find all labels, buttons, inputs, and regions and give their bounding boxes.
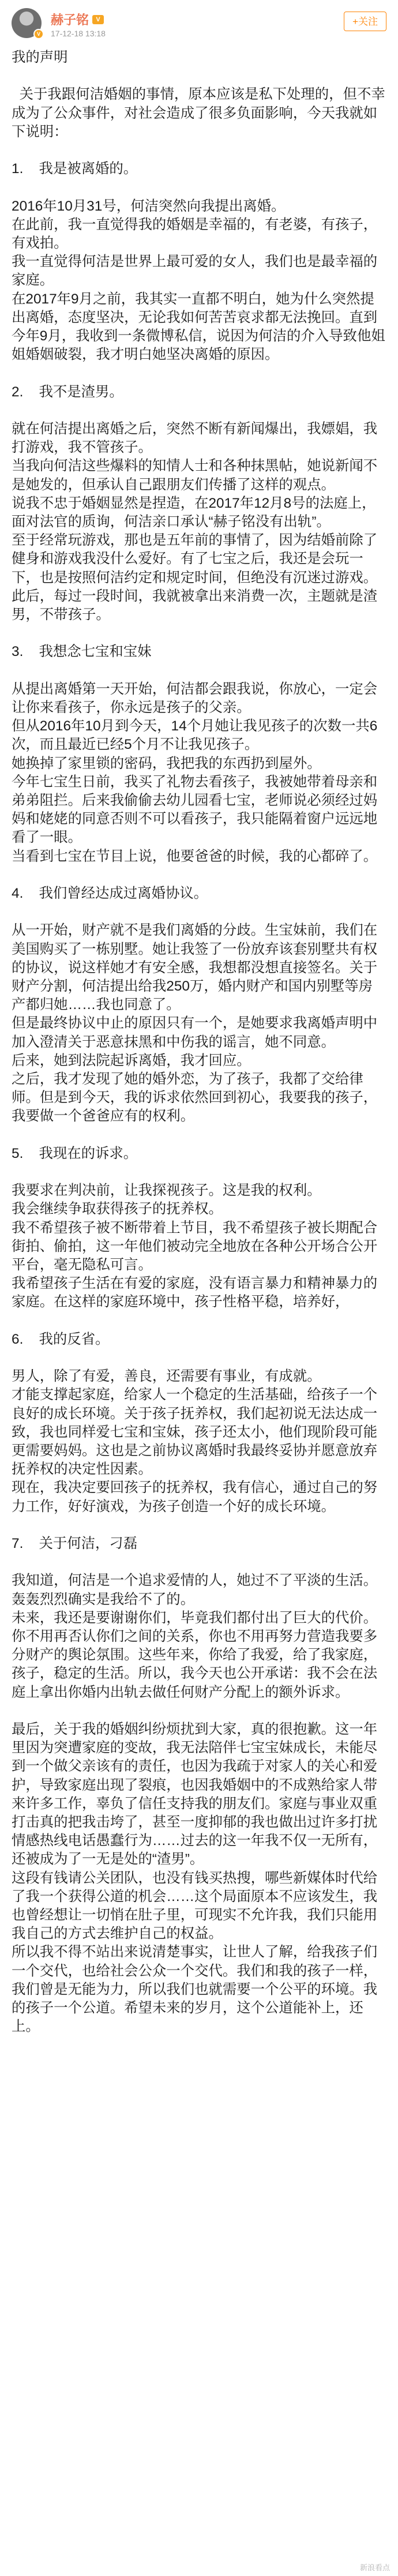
author-name[interactable] <box>51 10 104 28</box>
post-paragraph: 我的声明 <box>12 50 68 65</box>
post-paragraph: 这段有钱请公关团队，也没有钱买热搜，哪些新媒体时代给了我一个获得公道的机会……这个局面原本不应该发生，我也曾经想让一切悄在肚子里，可现实不允许我，我们只能用我自己的方式去维护自己的权益。 <box>12 1870 378 1942</box>
post-paragraph: 3. 我想念七宝和宝妹 <box>12 644 152 660</box>
watermark: 新浪看点 <box>359 2563 390 2572</box>
paragraph-spacer <box>12 364 386 383</box>
post-paragraph: 我要求在判决前，让我探视孩子。这是我的权利。 <box>12 1183 321 1199</box>
paragraph-spacer <box>12 1126 386 1145</box>
post-paragraph: 但从2016年10月到今天，14个月她让我见孩子的次数一共6次，而且最近已经5个月不让我见孩子。 <box>12 718 378 753</box>
post-paragraph: 当看到七宝在节目上说，他要爸爸的时候，我的心都碎了。 <box>12 848 378 864</box>
post-paragraph: 我知道，何洁是一个追求爱情的人，她过不了平淡的生活。轰轰烈烈确实是我给不了的。 <box>12 1573 378 1607</box>
post-paragraph: 我希望孩子生活在有爱的家庭，没有语言暴力和精神暴力的家庭。在这样的家庭环境中，孩子性格平稳，培养好， <box>12 1276 378 1310</box>
post-paragraph: 关于我跟何洁婚姻的事情，原本应该是私下处理的，但不幸成为了公众事件，对社会造成了很多负面影响，今天我就如下说明： <box>12 87 385 140</box>
paragraph-spacer <box>12 1553 386 1572</box>
post-header <box>0 0 398 44</box>
post-paragraph: 2. 我不是渣男。 <box>12 384 123 400</box>
paragraph-spacer <box>12 1516 386 1535</box>
post-paragraph: 你不用再否认你们之间的关系，你也不用再努力营造我要多分财产的舆论氛围。这些年来，你给了我爱，给了我家庭，孩子，稳定的生活。所以，我今天也公开承诺：我不会在法庭上拿出你婚内出轨去做任何财产分配上的额外诉求。 <box>12 1629 378 1700</box>
post-paragraph: 当我向何洁这些爆料的知情人士和各种抹黑帖，她说新闻不是她发的，但承认自己跟朋友们传播了这样的观点。 <box>12 458 378 493</box>
post-paragraph: 后来，她到法院起诉离婚，我才回应。 <box>12 1052 251 1068</box>
post-paragraph: 从一开始，财产就不是我们离婚的分歧。生宝妹前，我们在美国购买了一栋别墅。她让我签了一份放弃该套别墅共有权的协议，说这样她才有安全感，我想都没想直接签名。关于财产分割，何洁提出给我250万，婚内财产和国内别墅等房产都归她……我也同意了。 <box>12 923 378 1013</box>
paragraph-spacer <box>12 866 386 884</box>
post-paragraph: 她换掉了家里锁的密码，我把我的东西扔到屋外。 <box>12 755 321 771</box>
post-time: 17-12-18 13:18 <box>51 29 106 38</box>
paragraph-spacer <box>12 402 386 420</box>
paragraph-spacer <box>12 67 386 85</box>
post-paragraph: 在2017年9月之前，我其实一直都不明白，她为什么突然提出离婚，态度坚决，无论我如何苦苦哀求都无法挽回。直到今年9月，我收到一条微博私信，说因为何洁的介入导致他姐姐婚姻破裂，我才明白她坚决离婚的原因。 <box>12 291 385 363</box>
post-paragraph: 7. 关于何洁，刁磊 <box>12 1536 138 1552</box>
paragraph-spacer <box>12 624 386 643</box>
paragraph-spacer <box>12 1312 386 1330</box>
paragraph-spacer <box>12 1349 386 1367</box>
post-paragraph: 2016年10月31号，何洁突然向我提出离婚。 <box>12 198 286 214</box>
paragraph-spacer <box>12 1702 386 1720</box>
vip-level-icon: V <box>92 15 104 24</box>
post-paragraph: 从提出离婚第一天开始，何洁都会跟我说，你放心，一定会让你来看孩子，你永远是孩子的父亲。 <box>12 681 378 715</box>
post-paragraph: 5. 我现在的诉求。 <box>12 1145 138 1161</box>
post-paragraph: 但是最终协议中止的原因只有一个，是她要求我离婚声明中加入澄清关于恶意抹黑和中伤我的谣言，她不同意。 <box>12 1015 378 1050</box>
paragraph-spacer <box>12 1163 386 1182</box>
vip-badge-icon: V <box>33 29 44 39</box>
post-paragraph: 我一直觉得何洁是世界上最可爱的女人，我们也是最幸福的家庭。 <box>12 254 378 288</box>
post-paragraph: 至于经常玩游戏，那也是五年前的事情了，因为结婚前除了健身和游戏我没什么爱好。有了七宝之后，我还是会玩一下，也是按照何洁约定和规定时间，但绝没有沉迷过游戏。 <box>12 533 378 586</box>
post-paragraph: 就在何洁提出离婚之后，突然不断有新闻爆出，我嫖娼，我打游戏，我不管孩子。 <box>12 421 378 456</box>
post-paragraph: 今年七宝生日前，我买了礼物去看孩子，我被她带着母亲和弟弟阻拦。后来我偷偷去幼儿园看七宝，老师说必须经过妈妈和姥姥的同意否则不可以看孩子，我只能隔着窗户远远地看了一眼。 <box>12 774 378 846</box>
post-paragraph: 4. 我们曾经达成过离婚协议。 <box>12 886 208 902</box>
post-paragraph: 此后，每过一段时间，我就被拿出来消费一次，主题就是渣男，不带孩子。 <box>12 588 378 623</box>
post-paragraph: 现在，我决定要回孩子的抚养权，我有信心，通过自己的努力工作，好好演戏，为孩子创造一个好的成长环境。 <box>12 1480 378 1514</box>
post-paragraph: 我不希望孩子被不断带着上节目，我不希望孩子被长期配合街拍、偷拍，这一年他们被动完全地放在各种公开场合公开平台，毫无隐私可言。 <box>12 1220 378 1273</box>
post-paragraph: 所以我不得不站出来说清楚事实，让世人了解，给我孩子们一个交代，也给社会公众一个交代。我们和我的孩子一样，我们曾是无能为力，所以我们也就需要一个公平的环境。我的孩子一个公道。希望未来的岁月，这个公道能补上，还上。 <box>12 1944 378 2035</box>
post-paragraph: 我会继续争取获得孩子的抚养权。 <box>12 1201 223 1217</box>
post-paragraph: 才能支撑起家庭，给家人一个稳定的生活基础，给孩子一个良好的成长环境。关于孩子抚养权，我们起初说无法达成一致，我也同样爱七宝和宝妹，孩子还太小，他们现阶段可能更需要妈妈。这也是之前协议离婚时我最终妥协并愿意放弃抚养权的决定性因素。 <box>12 1387 378 1478</box>
post-paragraph: 在此前，我一直觉得我的婚姻是幸福的，有老婆，有孩子，有戏拍。 <box>12 216 378 251</box>
post-paragraph: 未来，我还是要谢谢你们，毕竟我们都付出了巨大的代价。 <box>12 1610 378 1626</box>
paragraph-spacer <box>12 141 386 160</box>
paragraph-spacer <box>12 662 386 680</box>
post-paragraph: 最后，关于我的婚姻纠纷烦扰到大家，真的很抱歉。这一年里因为突遭家庭的变故，我无法陪伴七宝宝妹成长，未能尽到一个做父亲该有的责任，也因为我疏于对家人的关心和爱护，导致家庭出现了裂痕，也因我婚姻中的不成熟给家人带来许多工作，辜负了信任支持我的朋友们。家庭与事业双重打击真的把我击垮了，甚至一度抑郁的我也做出过许多打扰情感热线电话愚蠢行为……过去的这一年我不仅一无所有，还被成为了一无是处的“渣男”。 <box>12 1722 378 1868</box>
follow-button[interactable]: +关注 <box>344 12 386 31</box>
paragraph-spacer <box>12 903 386 921</box>
author-name-text[interactable]: 赫子铭 <box>51 13 89 27</box>
paragraph-spacer <box>12 178 386 197</box>
post-paragraph: 1. 我是被离婚的。 <box>12 161 138 177</box>
post-paragraph: 6. 我的反省。 <box>12 1331 110 1347</box>
post-paragraph: 男人，除了有爱，善良，还需要有事业，有成就。 <box>12 1368 321 1385</box>
post-paragraph: 之后，我才发现了她的婚外恋，为了孩子，我都了交给律师。但是到今天，我的诉求依然回到初心，我要我的孩子，我要做一个爸爸应有的权利。 <box>12 1071 378 1124</box>
post-body <box>0 44 398 2036</box>
post-paragraph: 说我不忠于婚姻显然是捏造，在2017年12月8号的法庭上，面对法官的质询，何洁亲口承认“赫子铭没有出轨”。 <box>12 495 376 530</box>
